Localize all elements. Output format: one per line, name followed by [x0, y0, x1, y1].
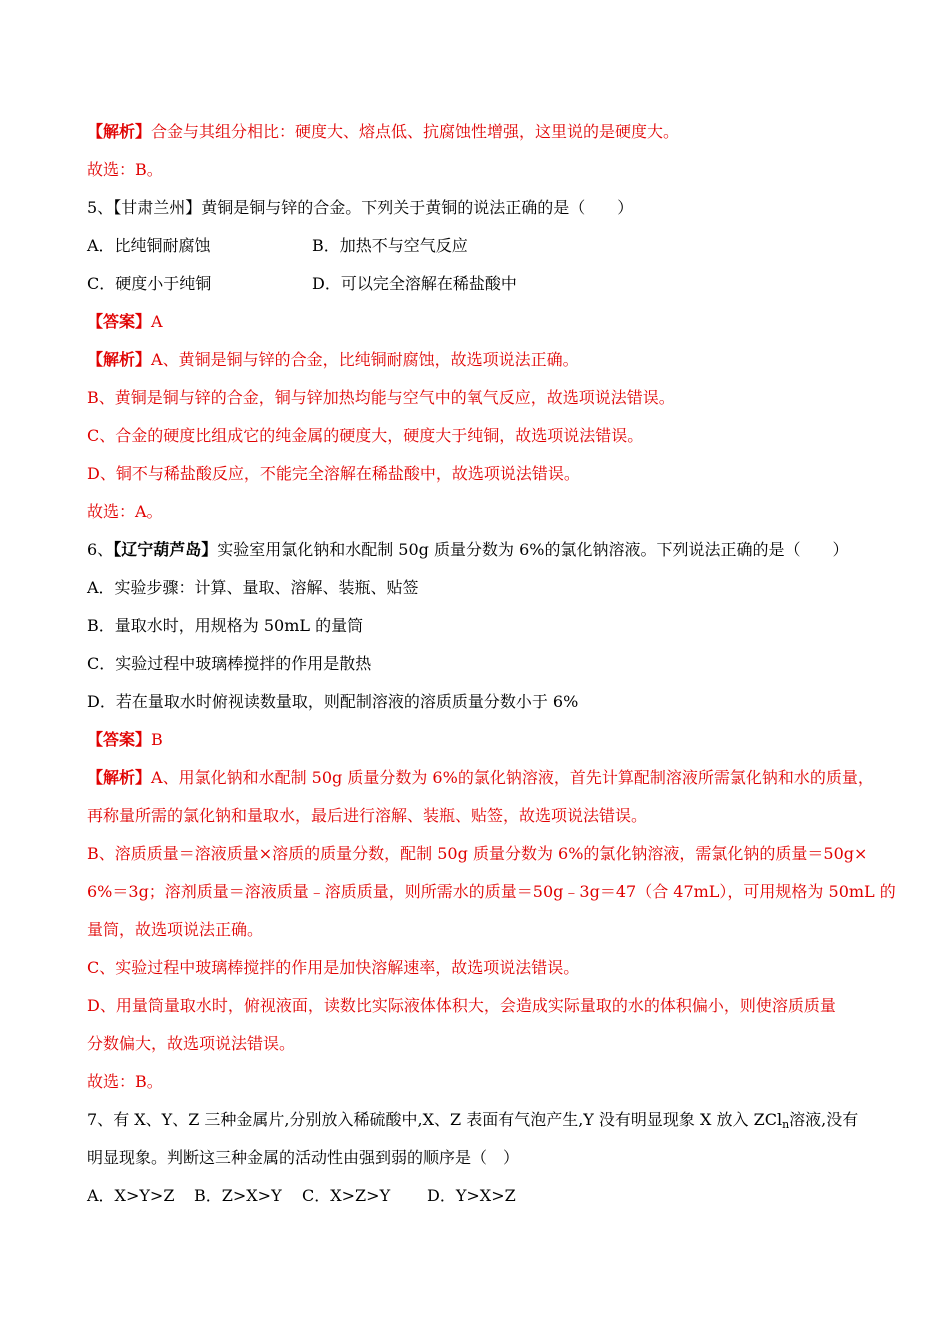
q6-answer — [87, 728, 880, 752]
q6-source: 【辽宁葫芦岛】 — [113, 540, 218, 559]
q7-number: 7、 — [87, 1110, 114, 1129]
q6-analysis-line: B、溶质质量＝溶液质量×溶质的质量分数，配制 50g 质量分数为 6%的氯化钠溶液，需氯化钠的质量＝50g× — [87, 844, 868, 863]
q6-option-c: C．实验过程中玻璃棒搅拌的作用是散热 — [87, 654, 372, 673]
q7-options-row — [87, 1184, 880, 1208]
q5-option-c: C．硬度小于纯铜 — [87, 274, 212, 293]
answer-tag: 【答案】 — [87, 312, 152, 331]
q5-analysis-line: D、铜不与稀盐酸反应，不能完全溶解在稀盐酸中，故选项说法错误。 — [87, 464, 580, 483]
q6-analysis-line: 6%＝3g；溶剂质量＝溶液质量﹣溶质质量，则所需水的质量＝50g﹣3g＝47（合 47mL），可用规格为 50mL 的 — [87, 882, 896, 901]
q5-conclusion: 故选：A。 — [87, 502, 163, 521]
q6-option-d: D．若在量取水时俯视读数量取，则配制溶液的溶质质量分数小于 6% — [87, 692, 579, 711]
q7-option-c: C．X>Z>Y — [302, 1186, 391, 1205]
q5-analysis-line: B、黄铜是铜与锌的合金，铜与锌加热均能与空气中的氧气反应，故选项说法错误。 — [87, 388, 675, 407]
q5-option-a: A．比纯铜耐腐蚀 — [87, 236, 211, 255]
q7-option-a: A．X>Y>Z — [87, 1186, 175, 1205]
q6-analysis-line: 量筒，故选项说法正确。 — [87, 920, 264, 939]
q5-answer — [87, 310, 880, 334]
analysis-tag: 【解析】 — [87, 350, 152, 369]
q7-option-b: B．Z>X>Y — [194, 1186, 282, 1205]
q7-subscript: n — [782, 1118, 790, 1131]
q5-options-row-2 — [87, 272, 880, 296]
answer-value: B — [151, 730, 163, 749]
q5-analysis-line: C、合金的硬度比组成它的纯金属的硬度大，硬度大于纯铜，故选项说法错误。 — [87, 426, 644, 445]
q5-stem — [87, 196, 880, 220]
q7-stem-line-1 — [87, 1108, 880, 1132]
analysis-tag: 【解析】 — [87, 122, 152, 141]
analysis-text: A、黄铜是铜与锌的合金，比纯铜耐腐蚀，故选项说法正确。 — [151, 350, 579, 369]
q6-conclusion: 故选：B。 — [87, 1072, 163, 1091]
q7-stem-line-2: 明显现象。判断这三种金属的活动性由强到弱的顺序是（ ） — [87, 1148, 520, 1167]
q6-analysis-line: D、用量筒量取水时，俯视液面，读数比实际液体体积大，会造成实际量取的水的体积偏小，则使溶质质量 — [87, 996, 836, 1015]
q6-option-b: B．量取水时，用规格为 50mL 的量筒 — [87, 616, 364, 635]
q7-stem-post: 溶液,没有 — [789, 1110, 859, 1129]
q6-number: 6、 — [87, 540, 114, 559]
q6-stem — [87, 538, 880, 562]
q6-analysis-line: C、实验过程中玻璃棒搅拌的作用是加快溶解速率，故选项说法错误。 — [87, 958, 580, 977]
q5-option-d: D．可以完全溶解在稀盐酸中 — [312, 274, 517, 293]
q6-analysis-line — [87, 766, 880, 790]
q6-analysis-line: 分数偏大，故选项说法错误。 — [87, 1034, 296, 1053]
q5-analysis-line — [87, 348, 880, 372]
q6-option-a: A．实验步骤：计算、量取、溶解、装瓶、贴签 — [87, 578, 419, 597]
q7-option-d: D．Y>X>Z — [427, 1186, 516, 1205]
prev-conclusion: 故选：B。 — [87, 160, 163, 179]
q7-stem-pre: 有 X、Y、Z 三种金属片,分别放入稀硫酸中,X、Z 表面有气泡产生,Y 没有明显现象 X 放入 ZCl — [113, 1110, 783, 1129]
answer-value: A — [151, 312, 163, 331]
q5-number: 5、 — [87, 198, 114, 217]
answer-tag: 【答案】 — [87, 730, 152, 749]
analysis-tag: 【解析】 — [87, 768, 152, 787]
q5-options-row-1 — [87, 234, 880, 258]
analysis-text: 合金与其组分相比：硬度大、熔点低、抗腐蚀性增强，这里说的是硬度大。 — [151, 122, 680, 141]
analysis-text: A、用氯化钠和水配制 50g 质量分数为 6%的氯化钠溶液，首先计算配制溶液所需氯化钠和水的质量， — [151, 768, 874, 787]
q5-option-b: B．加热不与空气反应 — [312, 236, 468, 255]
q5-stem-text: 黄铜是铜与锌的合金。下列关于黄铜的说法正确的是（ ） — [201, 198, 634, 217]
q6-analysis-line: 再称量所需的氯化钠和量取水，最后进行溶解、装瓶、贴签，故选项说法错误。 — [87, 806, 648, 825]
q6-stem-text: 实验室用氯化钠和水配制 50g 质量分数为 6%的氯化钠溶液。下列说法正确的是（ ） — [217, 540, 849, 559]
prev-analysis — [87, 120, 880, 144]
q5-source: 【甘肃兰州】 — [113, 198, 202, 217]
